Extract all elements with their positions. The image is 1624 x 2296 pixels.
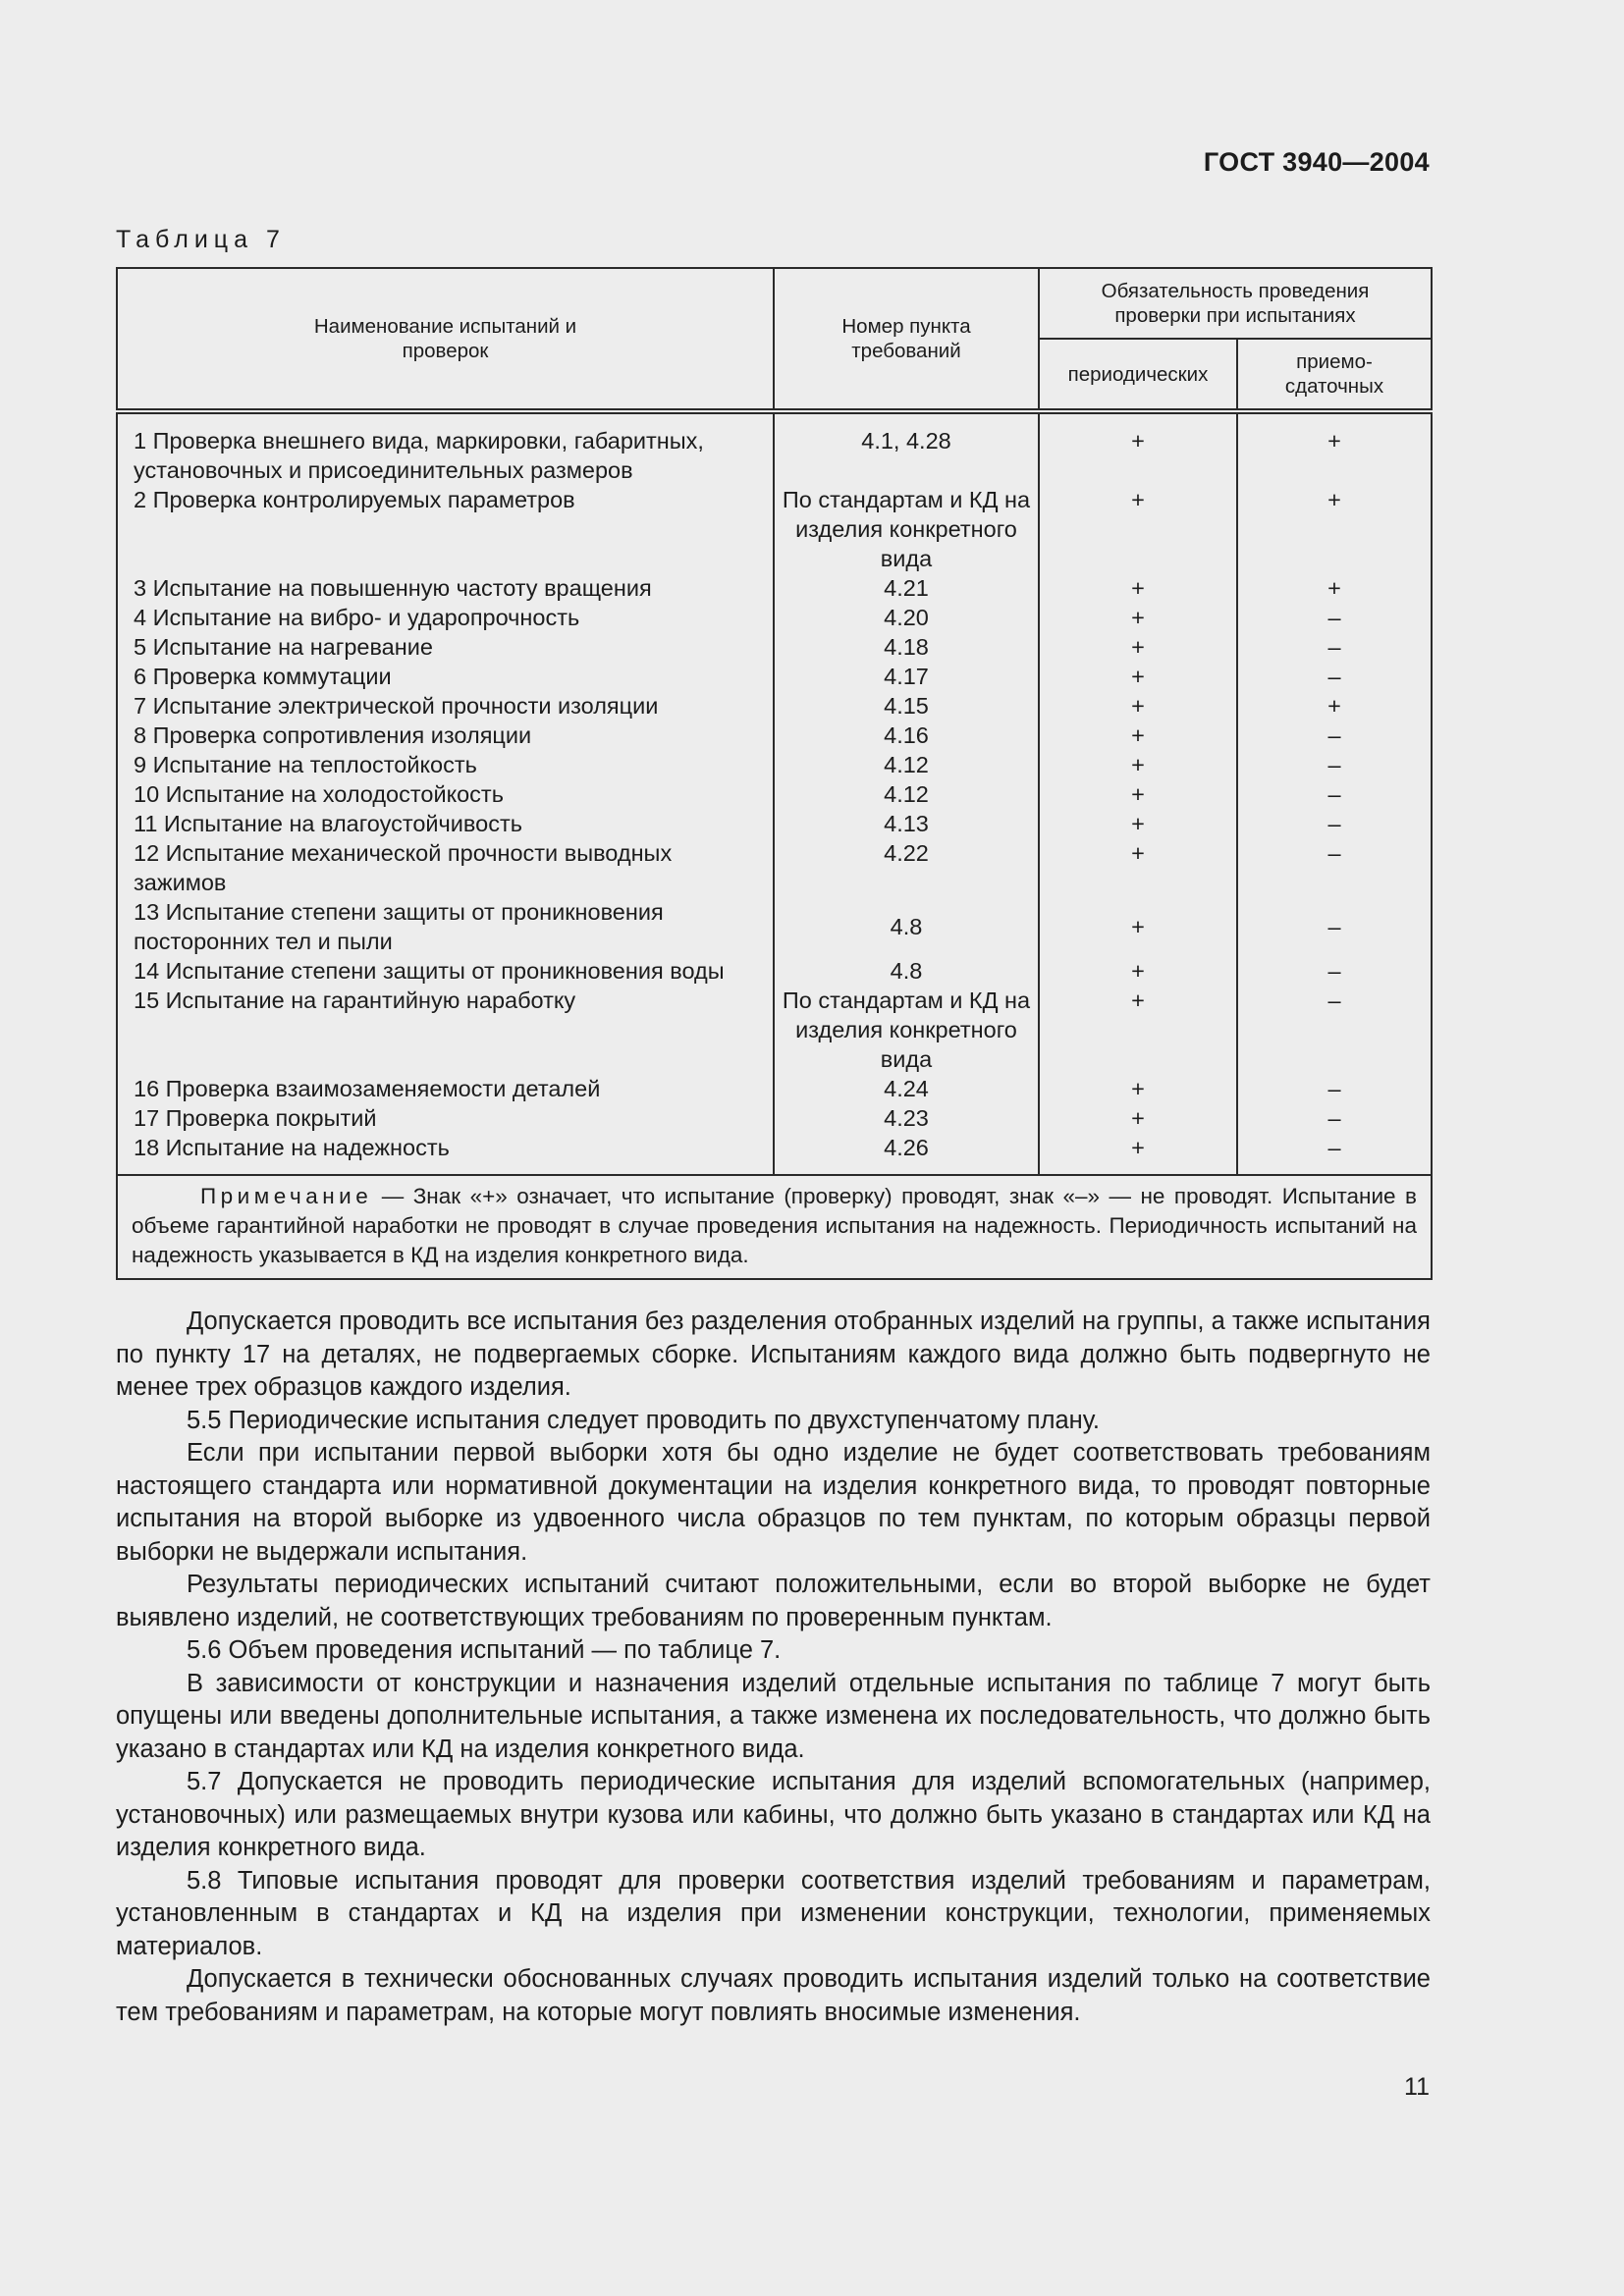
clause-number-cell: 4.23 bbox=[774, 1103, 1039, 1133]
periodic-mark-cell: + bbox=[1039, 1133, 1237, 1175]
acceptance-mark-cell: – bbox=[1237, 986, 1432, 1074]
test-name-cell: 1 Проверка внешнего вида, маркировки, габаритных, установочных и присоединительных размеров bbox=[117, 411, 774, 485]
table-row bbox=[117, 986, 1432, 1074]
column-header-obligation-text: Обязательность проведения проверки при испытаниях bbox=[1101, 280, 1370, 327]
acceptance-mark-cell: + bbox=[1237, 573, 1432, 603]
clause-number-cell: По стандартам и КД на изделия конкретного вида bbox=[774, 485, 1039, 573]
periodic-mark-cell: + bbox=[1039, 838, 1237, 897]
test-name-cell: 16 Проверка взаимозаменяемости деталей bbox=[117, 1074, 774, 1103]
acceptance-mark-cell: – bbox=[1237, 956, 1432, 986]
table-row bbox=[117, 573, 1432, 603]
note-label: Примечание bbox=[200, 1184, 373, 1208]
test-name-cell: 9 Испытание на теплостойкость bbox=[117, 750, 774, 779]
acceptance-mark-cell: – bbox=[1237, 897, 1432, 956]
table-row bbox=[117, 662, 1432, 691]
periodic-mark-cell: + bbox=[1039, 632, 1237, 662]
acceptance-mark-cell: – bbox=[1237, 1074, 1432, 1103]
clause-number-cell: 4.8 bbox=[774, 956, 1039, 986]
periodic-mark-cell: + bbox=[1039, 662, 1237, 691]
periodic-mark-cell: + bbox=[1039, 411, 1237, 485]
table-row bbox=[117, 1103, 1432, 1133]
clause-number-cell: 4.13 bbox=[774, 809, 1039, 838]
periodic-mark-cell: + bbox=[1039, 750, 1237, 779]
clause-number-cell: 4.12 bbox=[774, 750, 1039, 779]
paragraph: В зависимости от конструкции и назначения изделий отдельные испытания по таблице 7 могут быть опущены или введены дополнительные испытания, а также изменена их последовательность, что должно быть указано в стандартах или КД на изделия конкретного вида. bbox=[116, 1669, 1431, 1763]
clause-number-cell: 4.18 bbox=[774, 632, 1039, 662]
acceptance-mark-cell: + bbox=[1237, 485, 1432, 573]
paragraph: Допускается в технически обоснованных случаях проводить испытания изделий только на соответствие тем требованиям и параметрам, на которые могут повлиять вносимые изменения. bbox=[116, 1965, 1431, 2026]
periodic-mark-cell: + bbox=[1039, 956, 1237, 986]
test-name-cell: 6 Проверка коммутации bbox=[117, 662, 774, 691]
acceptance-mark-cell: + bbox=[1237, 411, 1432, 485]
column-header-name-text: Наименование испытаний и проверок bbox=[313, 315, 577, 362]
periodic-mark-cell: + bbox=[1039, 986, 1237, 1074]
periodic-mark-cell: + bbox=[1039, 691, 1237, 721]
test-name-cell: 5 Испытание на нагревание bbox=[117, 632, 774, 662]
periodic-mark-cell: + bbox=[1039, 573, 1237, 603]
acceptance-mark-cell: – bbox=[1237, 838, 1432, 897]
periodic-mark-cell: + bbox=[1039, 779, 1237, 809]
acceptance-mark-cell: – bbox=[1237, 662, 1432, 691]
test-name-cell: 12 Испытание механической прочности выводных зажимов bbox=[117, 838, 774, 897]
test-name-cell: 18 Испытание на надежность bbox=[117, 1133, 774, 1175]
acceptance-mark-cell: – bbox=[1237, 603, 1432, 632]
table-row bbox=[117, 691, 1432, 721]
table-row bbox=[117, 721, 1432, 750]
acceptance-mark-cell: + bbox=[1237, 691, 1432, 721]
acceptance-mark-cell: – bbox=[1237, 750, 1432, 779]
paragraph: Допускается проводить все испытания без разделения отобранных изделий на группы, а также испытания по пункту 17 на деталях, не подвергаемых сборке. Испытаниям каждого вида должно быть подвергнуто не менее трех образцов каждого изделия. bbox=[116, 1308, 1431, 1401]
test-name-cell: 3 Испытание на повышенную частоту вращения bbox=[117, 573, 774, 603]
column-header-name bbox=[117, 268, 774, 411]
paragraph: Если при испытании первой выборки хотя бы одно изделие не будет соответствовать требованиям настоящего стандарта или нормативной документации на изделия конкретного вида, то проводят повторные испытания на второй выборке из удвоенного числа образцов по тем пунктам, по которым образцы первой выборки не выдержали испытания. bbox=[116, 1439, 1431, 1566]
column-header-clause-text: Номер пункта требований bbox=[841, 315, 971, 362]
table-row bbox=[117, 809, 1432, 838]
test-name-cell: 4 Испытание на вибро- и ударопрочность bbox=[117, 603, 774, 632]
acceptance-mark-cell: – bbox=[1237, 809, 1432, 838]
periodic-mark-cell: + bbox=[1039, 897, 1237, 956]
table-body bbox=[117, 411, 1432, 1175]
periodic-mark-cell: + bbox=[1039, 1103, 1237, 1133]
test-name-cell: 17 Проверка покрытий bbox=[117, 1103, 774, 1133]
clause-number-cell: 4.1, 4.28 bbox=[774, 411, 1039, 485]
acceptance-mark-cell: – bbox=[1237, 721, 1432, 750]
clause-number-cell: 4.20 bbox=[774, 603, 1039, 632]
table-row bbox=[117, 838, 1432, 897]
periodic-mark-cell: + bbox=[1039, 603, 1237, 632]
test-name-cell: 13 Испытание степени защиты от проникновения посторонних тел и пыли bbox=[117, 897, 774, 956]
table-row bbox=[117, 603, 1432, 632]
table-row bbox=[117, 897, 1432, 956]
table-row bbox=[117, 750, 1432, 779]
clause-number-cell: 4.24 bbox=[774, 1074, 1039, 1103]
test-name-cell: 15 Испытание на гарантийную наработку bbox=[117, 986, 774, 1074]
column-header-acceptance bbox=[1237, 339, 1432, 411]
table-row bbox=[117, 485, 1432, 573]
test-name-cell: 7 Испытание электрической прочности изоляции bbox=[117, 691, 774, 721]
acceptance-mark-cell: – bbox=[1237, 1103, 1432, 1133]
periodic-mark-cell: + bbox=[1039, 809, 1237, 838]
column-header-acceptance-text: приемо-сдаточных bbox=[1284, 350, 1384, 398]
standard-designation: ГОСТ 3940—2004 bbox=[1203, 147, 1430, 177]
test-name-cell: 11 Испытание на влагоустойчивость bbox=[117, 809, 774, 838]
body-text bbox=[116, 1306, 1431, 2029]
acceptance-mark-cell: – bbox=[1237, 779, 1432, 809]
periodic-mark-cell: + bbox=[1039, 485, 1237, 573]
table-caption: Таблица 7 bbox=[116, 226, 286, 253]
column-header-obligation bbox=[1039, 268, 1432, 339]
clause-number-cell: 4.16 bbox=[774, 721, 1039, 750]
test-name-cell: 8 Проверка сопротивления изоляции bbox=[117, 721, 774, 750]
paragraph: 5.6 Объем проведения испытаний — по таблице 7. bbox=[187, 1636, 782, 1664]
note-text: — Знак «+» означает, что испытание (проверку) проводят, знак «–» — не проводят. Испытание в объеме гарантийной наработки не проводят в случае проведения испытания на надежность. Периодичность испытаний на надежность указывается в КД на изделия конкретного вида. bbox=[132, 1184, 1417, 1267]
test-name-cell: 10 Испытание на холодостойкость bbox=[117, 779, 774, 809]
clause-number-cell: 4.12 bbox=[774, 779, 1039, 809]
acceptance-mark-cell: – bbox=[1237, 632, 1432, 662]
table-row bbox=[117, 779, 1432, 809]
test-name-cell: 14 Испытание степени защиты от проникновения воды bbox=[117, 956, 774, 986]
paragraph: 5.5 Периодические испытания следует проводить по двухступенчатому плану. bbox=[187, 1406, 1101, 1434]
table-row bbox=[117, 632, 1432, 662]
clause-number-cell: 4.21 bbox=[774, 573, 1039, 603]
table-row bbox=[117, 956, 1432, 986]
tests-table bbox=[116, 267, 1433, 1280]
table-note bbox=[117, 1175, 1432, 1279]
column-header-clause bbox=[774, 268, 1039, 411]
clause-number-cell: 4.8 bbox=[774, 897, 1039, 956]
periodic-mark-cell: + bbox=[1039, 721, 1237, 750]
test-name-cell: 2 Проверка контролируемых параметров bbox=[117, 485, 774, 573]
table-row bbox=[117, 411, 1432, 485]
table-row bbox=[117, 1074, 1432, 1103]
clause-number-cell: 4.22 bbox=[774, 838, 1039, 897]
periodic-mark-cell: + bbox=[1039, 1074, 1237, 1103]
clause-number-cell: 4.17 bbox=[774, 662, 1039, 691]
paragraph: 5.8 Типовые испытания проводят для проверки соответствия изделий требованиям и параметрам, установленным в стандартах и КД на изделия при изменении конструкции, технологии, применяемых материалов. bbox=[116, 1866, 1431, 1960]
column-header-periodic: периодических bbox=[1039, 339, 1237, 411]
clause-number-cell: По стандартам и КД на изделия конкретного вида bbox=[774, 986, 1039, 1074]
paragraph: 5.7 Допускается не проводить периодические испытания для изделий вспомогательных (например, установочных) или размещаемых внутри кузова или кабины, что должно быть указано в стандартах или КД на изделия конкретного вида. bbox=[116, 1768, 1431, 1861]
table-row bbox=[117, 1133, 1432, 1175]
paragraph: Результаты периодических испытаний считают положительными, если во второй выборке не будет выявлено изделий, не соответствующих требованиям по проверенным пунктам. bbox=[116, 1571, 1431, 1631]
clause-number-cell: 4.15 bbox=[774, 691, 1039, 721]
clause-number-cell: 4.26 bbox=[774, 1133, 1039, 1175]
page-number: 11 bbox=[1404, 2073, 1430, 2101]
acceptance-mark-cell: – bbox=[1237, 1133, 1432, 1175]
